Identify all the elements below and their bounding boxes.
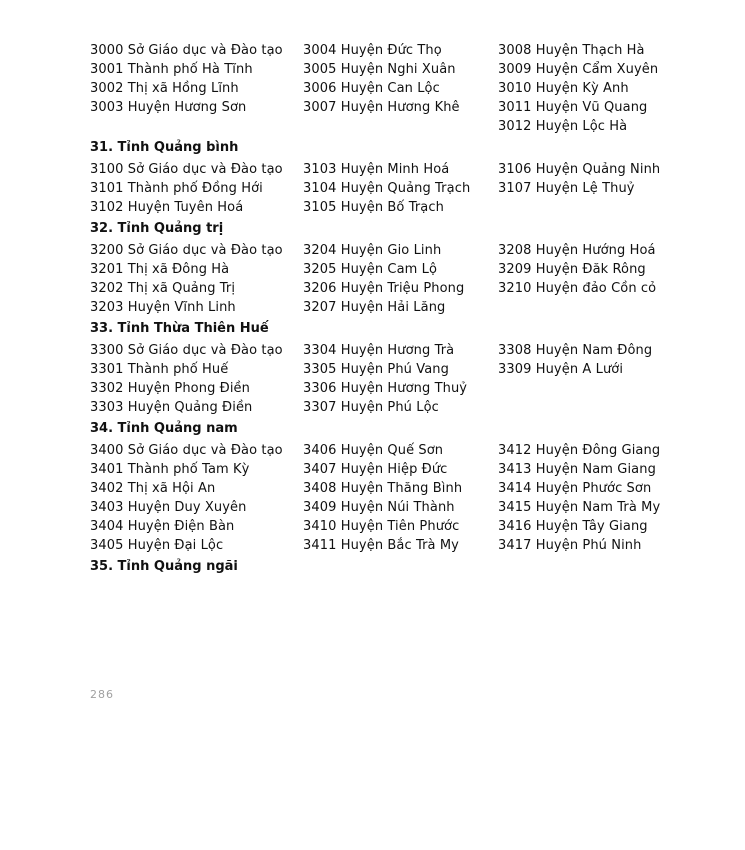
list-item: 3401 Thành phố Tam Kỳ bbox=[90, 462, 250, 477]
section-2 bbox=[90, 219, 690, 317]
list-item: 3307 Huyện Phú Lộc bbox=[303, 400, 439, 415]
list-item: 3002 Thị xã Hồng Lĩnh bbox=[90, 81, 239, 96]
list-item: 3209 Huyện Đăk Rông bbox=[498, 262, 646, 277]
column-2 bbox=[303, 41, 498, 117]
section-body bbox=[90, 160, 690, 217]
list-item: 3409 Huyện Núi Thành bbox=[303, 500, 455, 515]
list-item: 3412 Huyện Đông Giang bbox=[498, 443, 661, 458]
section-0 bbox=[90, 41, 690, 136]
list-item: 3207 Huyện Hải Lăng bbox=[303, 300, 446, 315]
list-item: 3205 Huyện Cam Lộ bbox=[303, 262, 438, 277]
column-3 bbox=[498, 41, 690, 136]
list-item: 3011 Huyện Vũ Quang bbox=[498, 100, 648, 115]
list-item: 3413 Huyện Nam Giang bbox=[498, 462, 656, 477]
list-item: 3300 Sở Giáo dục và Đào tạo bbox=[90, 343, 283, 358]
list-item: 3005 Huyện Nghi Xuân bbox=[303, 62, 456, 77]
list-item: 3003 Huyện Hương Sơn bbox=[90, 100, 247, 115]
list-item: 3206 Huyện Triệu Phong bbox=[303, 281, 465, 296]
list-item: 3414 Huyện Phước Sơn bbox=[498, 481, 652, 496]
list-item: 3201 Thị xã Đông Hà bbox=[90, 262, 230, 277]
section-5 bbox=[90, 557, 690, 577]
list-item: 3102 Huyện Tuyên Hoá bbox=[90, 200, 244, 215]
column-3 bbox=[498, 160, 690, 198]
list-item: 3406 Huyện Quế Sơn bbox=[303, 443, 444, 458]
section-title: 33. Tỉnh Thừa Thiên Huế bbox=[90, 321, 269, 336]
list-item: 3009 Huyện Cẩm Xuyên bbox=[498, 62, 659, 77]
list-item: 3101 Thành phố Đồng Hới bbox=[90, 181, 263, 196]
column-3 bbox=[498, 241, 690, 298]
list-item: 3306 Huyện Hương Thuỷ bbox=[303, 381, 468, 396]
section-title: 34. Tỉnh Quảng nam bbox=[90, 421, 238, 436]
column-2 bbox=[303, 441, 498, 555]
list-item: 3308 Huyện Nam Đông bbox=[498, 343, 653, 358]
list-item: 3402 Thị xã Hội An bbox=[90, 481, 216, 496]
list-item: 3303 Huyện Quảng Điền bbox=[90, 400, 253, 415]
list-item: 3001 Thành phố Hà Tĩnh bbox=[90, 62, 253, 77]
column-1 bbox=[90, 41, 303, 117]
column-3 bbox=[498, 441, 690, 555]
list-item: 3208 Huyện Hướng Hoá bbox=[498, 243, 656, 258]
list-item: 3301 Thành phố Huế bbox=[90, 362, 229, 377]
section-body bbox=[90, 441, 690, 555]
list-item: 3006 Huyện Can Lộc bbox=[303, 81, 440, 96]
column-2 bbox=[303, 241, 498, 317]
list-item: 3408 Huyện Thăng Bình bbox=[303, 481, 463, 496]
section-4 bbox=[90, 419, 690, 555]
list-item: 3100 Sở Giáo dục và Đào tạo bbox=[90, 162, 283, 177]
list-item: 3103 Huyện Minh Hoá bbox=[303, 162, 450, 177]
list-item: 3416 Huyện Tây Giang bbox=[498, 519, 648, 534]
section-body bbox=[90, 241, 690, 317]
list-item: 3400 Sở Giáo dục và Đào tạo bbox=[90, 443, 283, 458]
list-item: 3415 Huyện Nam Trà My bbox=[498, 500, 661, 515]
list-item: 3404 Huyện Điện Bàn bbox=[90, 519, 235, 534]
column-2 bbox=[303, 160, 498, 217]
list-item: 3411 Huyện Bắc Trà My bbox=[303, 538, 459, 553]
column-1 bbox=[90, 241, 303, 317]
section-1 bbox=[90, 138, 690, 217]
list-item: 3004 Huyện Đức Thọ bbox=[303, 43, 442, 58]
column-3 bbox=[498, 341, 690, 379]
section-body bbox=[90, 41, 690, 136]
list-item: 3405 Huyện Đại Lộc bbox=[90, 538, 224, 553]
list-item: 3410 Huyện Tiên Phước bbox=[303, 519, 460, 534]
list-item: 3417 Huyện Phú Ninh bbox=[498, 538, 642, 553]
list-item: 3012 Huyện Lộc Hà bbox=[498, 119, 628, 134]
list-item: 3010 Huyện Kỳ Anh bbox=[498, 81, 629, 96]
list-item: 3104 Huyện Quảng Trạch bbox=[303, 181, 471, 196]
list-item: 3302 Huyện Phong Điền bbox=[90, 381, 250, 396]
document-page bbox=[90, 41, 690, 579]
section-title: 32. Tỉnh Quảng trị bbox=[90, 221, 224, 236]
page-number: 286 bbox=[90, 688, 114, 701]
list-item: 3407 Huyện Hiệp Đức bbox=[303, 462, 448, 477]
list-item: 3403 Huyện Duy Xuyên bbox=[90, 500, 247, 515]
list-item: 3203 Huyện Vĩnh Linh bbox=[90, 300, 236, 315]
list-item: 3304 Huyện Hương Trà bbox=[303, 343, 455, 358]
column-1 bbox=[90, 441, 303, 555]
section-title: 31. Tỉnh Quảng bình bbox=[90, 140, 239, 155]
section-title: 35. Tỉnh Quảng ngãi bbox=[90, 559, 238, 574]
list-item: 3007 Huyện Hương Khê bbox=[303, 100, 460, 115]
list-item: 3305 Huyện Phú Vang bbox=[303, 362, 449, 377]
list-item: 3000 Sở Giáo dục và Đào tạo bbox=[90, 43, 283, 58]
section-3 bbox=[90, 319, 690, 417]
list-item: 3309 Huyện A Lưới bbox=[498, 362, 624, 377]
list-item: 3204 Huyện Gio Linh bbox=[303, 243, 442, 258]
section-body bbox=[90, 341, 690, 417]
column-1 bbox=[90, 341, 303, 417]
list-item: 3008 Huyện Thạch Hà bbox=[498, 43, 645, 58]
column-1 bbox=[90, 160, 303, 217]
column-2 bbox=[303, 341, 498, 417]
list-item: 3107 Huyện Lệ Thuỷ bbox=[498, 181, 635, 196]
list-item: 3202 Thị xã Quảng Trị bbox=[90, 281, 236, 296]
list-item: 3200 Sở Giáo dục và Đào tạo bbox=[90, 243, 283, 258]
list-item: 3105 Huyện Bố Trạch bbox=[303, 200, 444, 215]
list-item: 3106 Huyện Quảng Ninh bbox=[498, 162, 661, 177]
list-item: 3210 Huyện đảo Cồn cỏ bbox=[498, 281, 657, 296]
